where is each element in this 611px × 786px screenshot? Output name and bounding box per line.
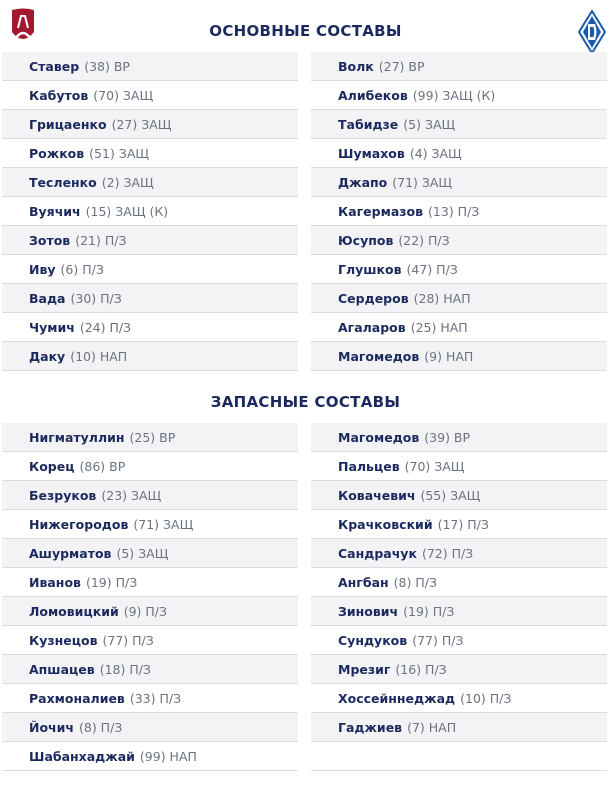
player-name: Хоссейннеджад [338,690,456,706]
player-number-position: (51) ЗАЩ [89,145,150,161]
player-number-position: (33) П/З [129,690,182,706]
player-name: Ломовицкий [29,603,119,619]
player-row [2,510,298,539]
player-number-position: (13) П/З [428,203,480,219]
player-name: Глушков [338,261,402,277]
player-name: Нижегородов [29,516,129,532]
player-name: Зотов [29,232,71,248]
player-number-position: (86) ВР [79,458,126,474]
player-row [311,568,607,597]
player-row [2,742,298,771]
player-number-position: (77) П/З [102,632,154,648]
player-row [311,139,607,168]
player-number-position: (71) ЗАЩ [392,174,453,190]
player-row [311,684,607,713]
player-number-position: (21) П/З [75,232,127,248]
player-name: Ангбан [338,574,389,590]
player-number-position: (6) П/З [60,261,104,277]
player-row [311,255,607,284]
player-number-position: (70) ЗАЩ [404,458,465,474]
player-number-position: (70) ЗАЩ [93,87,154,103]
player-row [311,197,607,226]
player-name: Гаджиев [338,719,403,735]
player-number-position: (71) ЗАЩ [133,516,194,532]
player-row [2,168,298,197]
player-number-position: (9) П/З [123,603,168,619]
player-number-position: (25) ВР [129,429,176,445]
player-number-position: (77) П/З [412,632,464,648]
player-row [311,481,607,510]
player-name: Зинович [338,603,399,619]
substitutes-title: ЗАПАСНЫЕ СОСТАВЫ [210,393,401,411]
player-number-position: (47) П/З [406,261,458,277]
player-row [2,423,298,452]
player-name: Сундуков [338,632,408,648]
player-name: Магомедов [338,429,420,445]
player-row [311,452,607,481]
player-name: Мрезиг [338,661,391,677]
player-row [311,655,607,684]
player-name: Волк [338,58,374,74]
player-name: Иву [29,261,56,277]
player-number-position: (99) ЗАЩ (К) [412,87,496,103]
player-number-position: (15) ЗАЩ (К) [85,203,169,219]
player-name: Рахмоналиев [29,690,125,706]
player-name: Ашурматов [29,545,112,561]
player-name: Юсупов [338,232,394,248]
player-name: Крачковский [338,516,433,532]
player-name: Сандрачук [338,545,417,561]
player-name: Алибеков [338,87,408,103]
player-row [2,197,298,226]
player-row [311,168,607,197]
dynamo-substitutes [311,423,607,771]
player-row [2,284,298,313]
player-row [311,81,607,110]
player-row [2,255,298,284]
player-row [2,684,298,713]
player-row [311,342,607,371]
player-row [2,597,298,626]
player-row [311,226,607,255]
player-name: Магомедов [338,348,420,364]
player-name: Сердеров [338,290,409,306]
player-number-position: (18) П/З [99,661,151,677]
player-name: Пальцев [338,458,400,474]
player-name: Безруков [29,487,97,503]
player-name: Йочич [29,719,74,735]
player-name: Джапо [338,174,388,190]
player-row [311,423,607,452]
player-row [311,742,607,771]
player-row [2,81,298,110]
player-name: Нигматуллин [29,429,125,445]
player-number-position: (9) НАП [424,348,474,364]
player-row [311,110,607,139]
player-row [2,539,298,568]
player-number-position: (5) ЗАЩ [403,116,456,132]
player-name: Корец [29,458,75,474]
player-row [2,655,298,684]
player-number-position: (25) НАП [410,319,468,335]
player-row [311,284,607,313]
player-row [2,110,298,139]
player-row [311,510,607,539]
player-number-position: (28) НАП [413,290,471,306]
player-number-position: (4) ЗАЩ [409,145,462,161]
player-row [2,626,298,655]
player-row [2,342,298,371]
player-number-position: (19) П/З [403,603,455,619]
player-name: Вада [29,290,66,306]
player-name: Кагермазов [338,203,424,219]
player-number-position: (22) П/З [398,232,450,248]
player-name: Ковачевич [338,487,416,503]
rubin-main-lineup [2,52,298,371]
player-number-position: (38) ВР [84,58,130,74]
player-number-position: (39) ВР [424,429,471,445]
player-name: Рожков [29,145,85,161]
player-name: Вуячич [29,203,81,219]
player-number-position: (99) НАП [139,748,197,764]
player-name: Ставер [29,58,80,74]
player-row [311,539,607,568]
player-name: Шумахов [338,145,405,161]
player-name: Табидзе [338,116,399,132]
player-name: Тесленко [29,174,97,190]
player-row [2,313,298,342]
player-row [2,568,298,597]
player-number-position: (27) ЗАЩ [111,116,172,132]
player-number-position: (27) ВР [378,58,425,74]
player-number-position: (10) П/З [460,690,512,706]
player-number-position: (17) П/З [437,516,489,532]
player-number-position: (8) П/З [393,574,437,590]
player-number-position: (7) НАП [407,719,457,735]
player-name: Кузнецов [29,632,98,648]
player-number-position: (23) ЗАЩ [101,487,162,503]
dynamo-main-lineup [311,52,607,371]
player-number-position: (8) П/З [78,719,123,735]
main-lineups-title: ОСНОВНЫЕ СОСТАВЫ [209,22,402,40]
player-row [2,452,298,481]
player-number-position: (16) П/З [395,661,447,677]
player-row [2,52,298,81]
player-row [311,597,607,626]
player-name: Шабанхаджай [29,748,135,764]
player-row [2,713,298,742]
player-number-position: (24) П/З [79,319,132,335]
player-row [2,226,298,255]
player-name: Даку [29,348,66,364]
player-number-position: (10) НАП [70,348,128,364]
player-row [311,626,607,655]
player-row [311,313,607,342]
player-number-position: (55) ЗАЩ [420,487,481,503]
player-number-position: (30) П/З [70,290,122,306]
player-number-position: (5) ЗАЩ [116,545,169,561]
player-number-position: (72) П/З [421,545,474,561]
player-name: Апшацев [29,661,95,677]
player-row [311,52,607,81]
rubin-substitutes [2,423,298,771]
player-number-position: (19) П/З [85,574,138,590]
player-name: Кабутов [29,87,89,103]
player-name: Агаларов [338,319,406,335]
player-name: Иванов [29,574,81,590]
player-row [2,481,298,510]
player-number-position: (2) ЗАЩ [101,174,154,190]
player-name: Грицаенко [29,116,107,132]
player-row [2,139,298,168]
player-row [311,713,607,742]
player-name: Чумич [29,319,75,335]
